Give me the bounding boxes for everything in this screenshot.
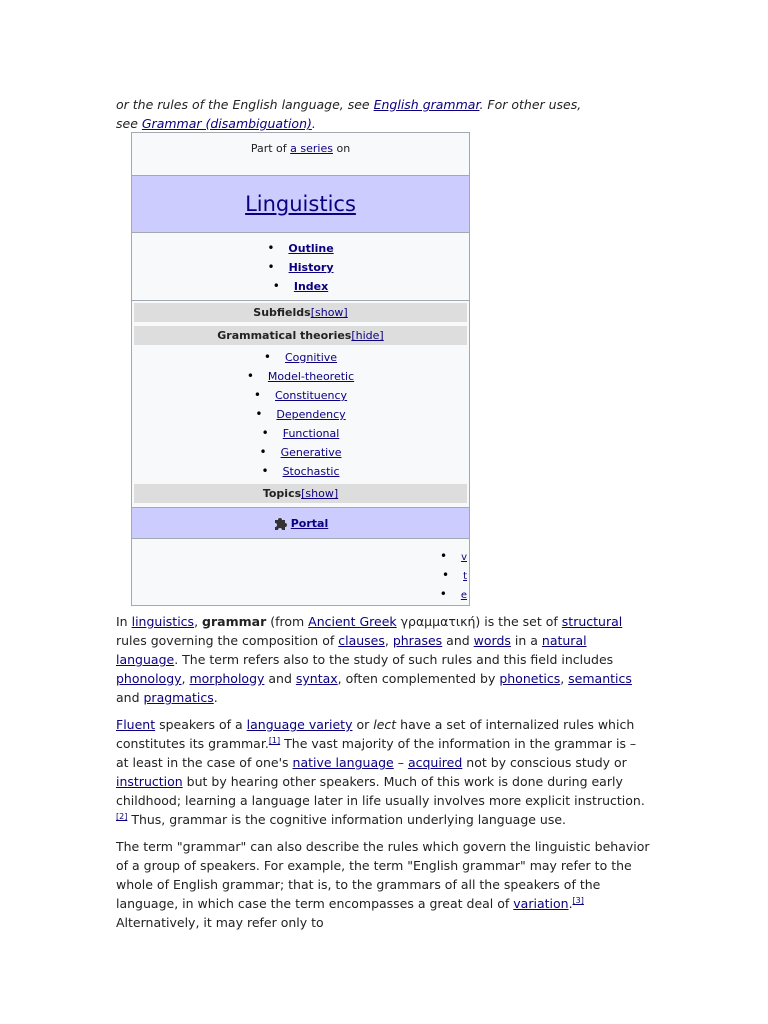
ancient-greek-link[interactable]: Ancient Greek bbox=[308, 614, 397, 629]
text: In bbox=[116, 614, 132, 629]
sidebar-nav-item bbox=[132, 258, 469, 277]
generative-link[interactable]: Generative bbox=[280, 446, 342, 459]
semantics-link[interactable]: semantics bbox=[568, 671, 632, 686]
subfields-header bbox=[134, 303, 467, 322]
reference-3[interactable]: [3] bbox=[572, 895, 584, 905]
paragraph bbox=[116, 715, 652, 829]
text: , bbox=[181, 671, 190, 686]
index-link[interactable]: Index bbox=[293, 280, 329, 293]
theory-item bbox=[132, 443, 469, 462]
text: , often complemented by bbox=[337, 671, 500, 686]
native-language-link[interactable]: native language bbox=[292, 755, 394, 770]
paragraph bbox=[116, 837, 652, 932]
text: (from bbox=[266, 614, 309, 629]
hatnote-text: or the rules of the English language, see bbox=[116, 97, 374, 112]
text: or bbox=[352, 717, 374, 732]
phrases-link[interactable]: phrases bbox=[392, 633, 443, 648]
text: . bbox=[213, 690, 218, 705]
outline-link[interactable]: Outline bbox=[288, 242, 334, 255]
theory-item bbox=[132, 405, 469, 424]
sidebar-above-text: Part of bbox=[250, 142, 291, 155]
pragmatics-link[interactable]: pragmatics bbox=[143, 690, 214, 705]
theory-item bbox=[132, 462, 469, 481]
topics-header bbox=[134, 484, 467, 503]
constituency-link[interactable]: Constituency bbox=[275, 389, 348, 402]
text: . bbox=[568, 896, 573, 911]
words-link[interactable]: words bbox=[473, 633, 511, 648]
text: Alternatively, it may refer only to bbox=[116, 915, 324, 930]
sidebar-above-text: on bbox=[332, 142, 351, 155]
structural-link[interactable]: structural bbox=[561, 614, 623, 629]
text: rules governing the composition of bbox=[116, 633, 339, 648]
text: and bbox=[442, 633, 474, 648]
subfields-label: Subfields bbox=[253, 306, 311, 319]
linguistics-sidebar bbox=[131, 132, 470, 606]
stochastic-link[interactable]: Stochastic bbox=[282, 465, 340, 478]
linguistics-title-link[interactable]: Linguistics bbox=[245, 192, 356, 216]
text: , bbox=[384, 633, 393, 648]
portal-link[interactable]: Portal bbox=[290, 516, 329, 530]
theories-hide-toggle[interactable]: [hide] bbox=[351, 329, 384, 342]
reference-2[interactable]: [2] bbox=[116, 811, 128, 821]
history-link[interactable]: History bbox=[288, 261, 334, 274]
cognitive-link[interactable]: Cognitive bbox=[285, 351, 338, 364]
phonology-link[interactable]: phonology bbox=[116, 671, 182, 686]
text: , bbox=[560, 671, 569, 686]
theory-item bbox=[132, 424, 469, 443]
text: , bbox=[194, 614, 203, 629]
series-link[interactable]: a series bbox=[290, 142, 333, 155]
text: have a set of internalized rules which constitutes its grammar. bbox=[116, 717, 635, 751]
sidebar-above bbox=[132, 133, 469, 175]
text: γραμματική) is the set of bbox=[396, 614, 562, 629]
text: The vast majority of the information in the grammar is – at least in the case of one's bbox=[116, 736, 637, 770]
hatnote-text: . bbox=[311, 116, 316, 131]
bold-term: grammar bbox=[202, 614, 267, 629]
theories-label: Grammatical theories bbox=[217, 329, 352, 342]
topics-show-toggle[interactable]: [show] bbox=[301, 487, 339, 500]
text: in a bbox=[510, 633, 542, 648]
instruction-link[interactable]: instruction bbox=[116, 774, 183, 789]
natural-language-link[interactable]: natural language bbox=[116, 633, 587, 667]
text: and bbox=[116, 690, 144, 705]
vte-item bbox=[440, 585, 467, 604]
dependency-link[interactable]: Dependency bbox=[276, 408, 346, 421]
vte-item bbox=[440, 547, 467, 566]
reference-1[interactable]: [1] bbox=[268, 735, 281, 745]
subfields-show-toggle[interactable]: [show] bbox=[310, 306, 348, 319]
talk-template-link[interactable]: t bbox=[463, 571, 467, 582]
phonetics-link[interactable]: phonetics bbox=[499, 671, 561, 686]
linguistics-link[interactable]: linguistics bbox=[131, 614, 195, 629]
text: not by conscious study or bbox=[462, 755, 627, 770]
acquired-link[interactable]: acquired bbox=[407, 755, 463, 770]
theory-item bbox=[132, 386, 469, 405]
text: but by hearing other speakers. Much of this work is done during early childhood; learning a language later in life usually involves more explicit instruction. bbox=[116, 774, 645, 808]
view-template-link[interactable]: v bbox=[461, 552, 467, 563]
sidebar-title bbox=[132, 175, 469, 233]
variation-link[interactable]: variation bbox=[513, 896, 569, 911]
language-variety-link[interactable]: language variety bbox=[246, 717, 353, 732]
theory-item bbox=[132, 367, 469, 386]
fluent-link[interactable]: Fluent bbox=[116, 717, 156, 732]
hatnote bbox=[116, 95, 636, 133]
functional-link[interactable]: Functional bbox=[282, 427, 340, 440]
theories-list bbox=[132, 346, 469, 483]
clauses-link[interactable]: clauses bbox=[338, 633, 385, 648]
theory-item bbox=[132, 348, 469, 367]
sidebar-nav-item bbox=[132, 239, 469, 258]
hatnote-text: see bbox=[116, 116, 142, 131]
edit-template-link[interactable]: e bbox=[460, 590, 467, 601]
sidebar-nav bbox=[132, 233, 469, 301]
paragraph bbox=[116, 612, 652, 707]
syntax-link[interactable]: syntax bbox=[295, 671, 338, 686]
theories-header bbox=[134, 326, 467, 345]
text: speakers of a bbox=[155, 717, 247, 732]
text: . The term refers also to the study of such rules and this field includes bbox=[174, 652, 614, 667]
hatnote-text: . For other uses, bbox=[479, 97, 582, 112]
model-theoretic-link[interactable]: Model-theoretic bbox=[267, 370, 355, 383]
vte-navbar bbox=[132, 539, 469, 605]
text: The term "grammar" can also describe the rules which govern the linguistic behavior of a group of speakers. For example, the term "English grammar" may refer to the whole of English grammar; that is, to the grammars of all the speakers of the language, in which case the term encompasses a great deal of bbox=[116, 839, 650, 911]
vte-item bbox=[440, 566, 467, 585]
english-grammar-link[interactable]: English grammar bbox=[373, 97, 480, 112]
sidebar-nav-item bbox=[132, 277, 469, 296]
italic-term: lect bbox=[373, 717, 397, 732]
grammar-disambiguation-link[interactable]: Grammar (disambiguation) bbox=[141, 116, 312, 131]
article-body bbox=[116, 612, 652, 940]
text: and bbox=[264, 671, 296, 686]
morphology-link[interactable]: morphology bbox=[189, 671, 265, 686]
puzzle-icon bbox=[273, 516, 287, 530]
portal-row bbox=[132, 507, 469, 539]
topics-label: Topics bbox=[262, 487, 302, 500]
text: – bbox=[393, 755, 408, 770]
text: Thus, grammar is the cognitive information underlying language use. bbox=[127, 812, 567, 827]
